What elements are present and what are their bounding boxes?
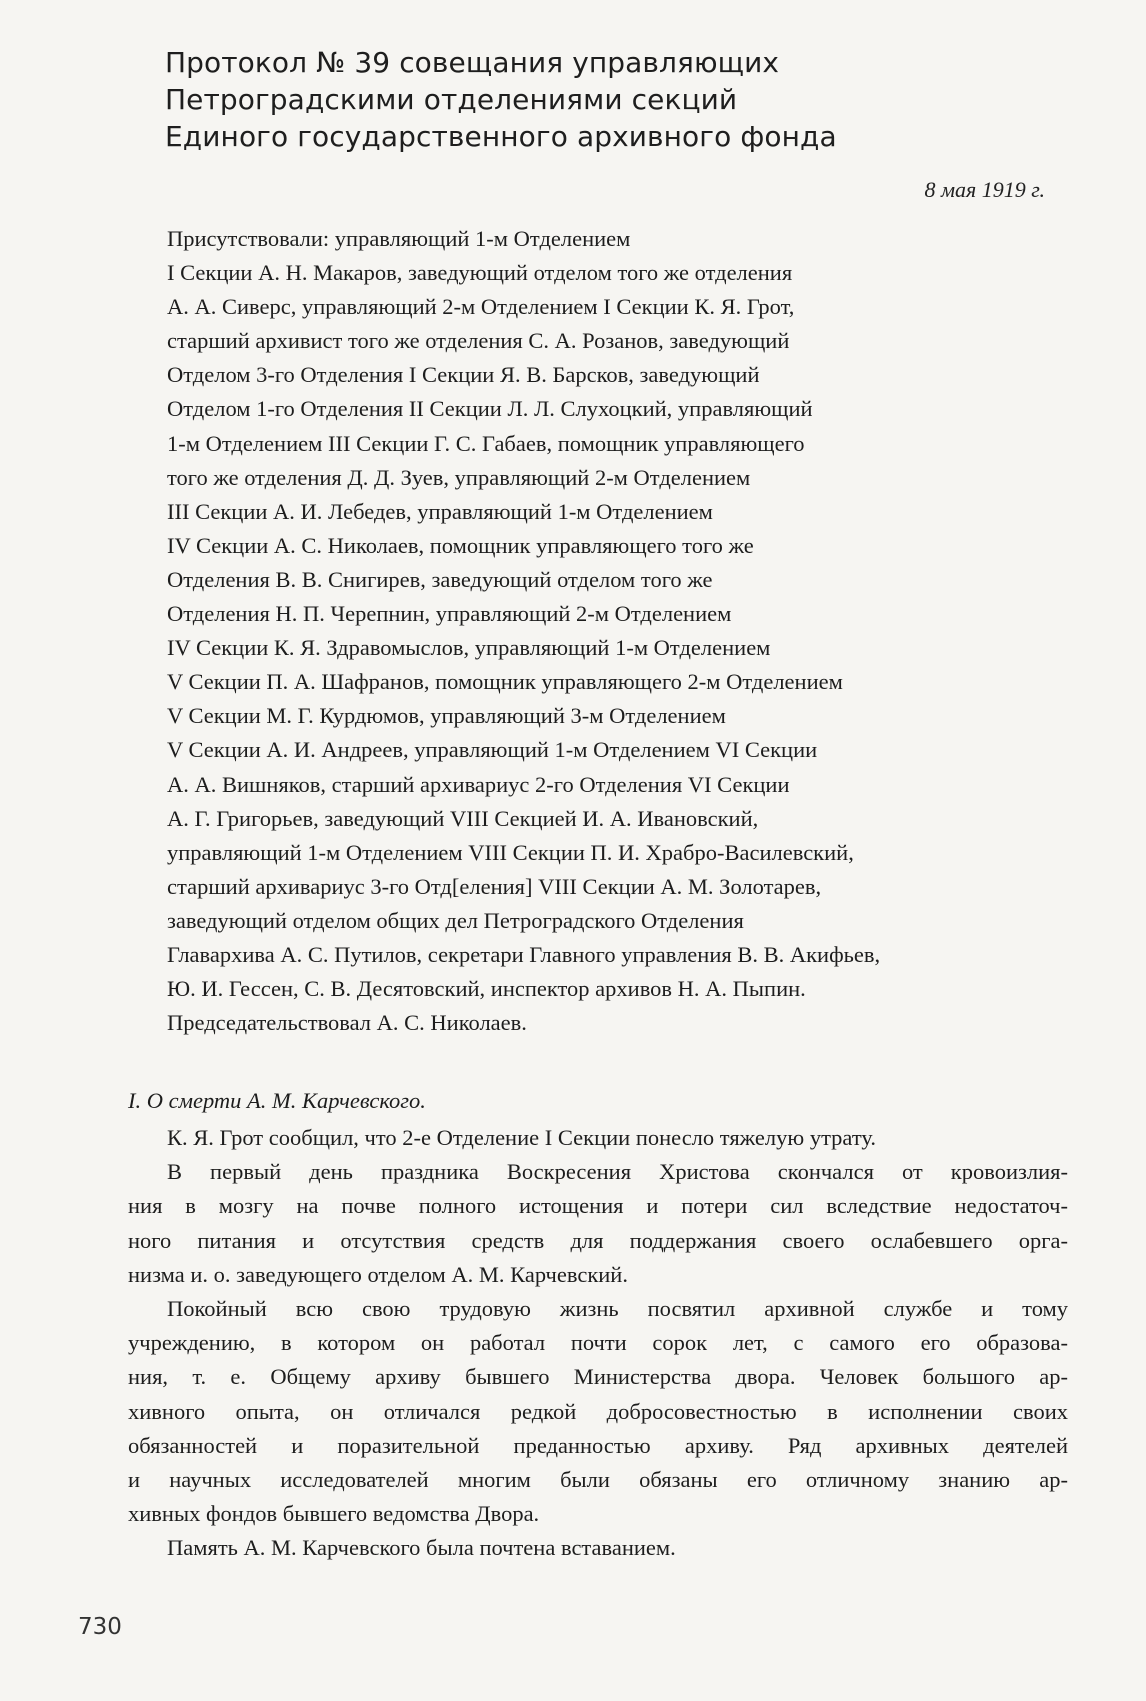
title-line: Единого государственного архивного фонда <box>165 120 837 153</box>
paragraph-line: ния в мозгу на почве полного истощения и потери сил вследствие недостаточ- <box>128 1193 1068 1219</box>
paragraph-line: ного питания и отсутствия средств для поддержания своего ослабевшего орга- <box>128 1227 1068 1253</box>
attendees-line: старший архивариус 3-го Отд[еления] VIII Секции А. М. Золотарев, <box>167 873 822 899</box>
paragraph-line: учреждению, в котором он работал почти сорок лет, с самого его образова- <box>128 1330 1068 1356</box>
attendees-line: А. Г. Григорьев, заведующий VIII Секцией И. А. Ивановский, <box>167 805 759 831</box>
attendees-list <box>167 222 1067 1040</box>
body-text <box>128 1121 1068 1566</box>
attendees-line: Ю. И. Гессен, С. В. Десятовский, инспектор архивов Н. А. Пыпин. <box>167 976 806 1002</box>
paragraph-line: обязанностей и поразительной преданностью архиву. Ряд архивных деятелей <box>128 1432 1068 1458</box>
attendees-line: А. А. Сиверс, управляющий 2-м Отделением I Секции К. Я. Грот, <box>167 294 795 320</box>
attendees-line: Главархива А. С. Путилов, секретари Главного управления В. В. Акифьев, <box>167 941 881 967</box>
attendees-line: V Секции М. Г. Курдюмов, управляющий 3-м Отделением <box>167 703 726 729</box>
paragraph-line: ния, т. е. Общему архиву бывшего Министерства двора. Человек большого ар- <box>128 1364 1068 1390</box>
paragraph-line: Память А. М. Карчевского была почтена вставанием. <box>167 1535 676 1561</box>
paragraph-line: Покойный всю свою трудовую жизнь посвятил архивной службе и тому <box>167 1296 1068 1322</box>
attendees-line: III Секции А. И. Лебедев, управляющий 1-м Отделением <box>167 498 713 524</box>
title-line: Протокол № 39 совещания управляющих <box>165 46 780 79</box>
attendees-line: Председательствовал А. С. Николаев. <box>167 1010 527 1036</box>
section-heading: I. О смерти А. М. Карчевского. <box>128 1088 426 1113</box>
page-number: 730 <box>78 1614 122 1640</box>
paragraph-line: и научных исследователей многим были обязаны его отличному знанию ар- <box>128 1467 1068 1493</box>
attendees-line: I Секции А. Н. Макаров, заведующий отделом того же отделения <box>167 260 793 286</box>
attendees-line: 1-м Отделением III Секции Г. С. Габаев, помощник управляющего <box>167 430 805 456</box>
paragraph-line: низма и. о. заведующего отделом А. М. Карчевский. <box>128 1261 628 1287</box>
paragraph-line: хивных фондов бывшего ведомства Двора. <box>128 1501 540 1527</box>
attendees-line: старший архивист того же отделения С. А. Розанов, заведующий <box>167 328 790 354</box>
attendees-line: того же отделения Д. Д. Зуев, управляющий 2-м Отделением <box>167 464 751 490</box>
attendees-line: Отделения В. В. Снигирев, заведующий отделом того же <box>167 566 713 592</box>
attendees-line: Отделения Н. П. Черепнин, управляющий 2-м Отделением <box>167 601 732 627</box>
title-line: Петроградскими отделениями секций <box>165 83 738 116</box>
document-title <box>165 44 925 155</box>
attendees-line: IV Секции А. С. Николаев, помощник управляющего того же <box>167 532 754 558</box>
attendees-line: V Секции А. И. Андреев, управляющий 1-м Отделением VI Секции <box>167 737 818 763</box>
attendees-line: V Секции П. А. Шафранов, помощник управляющего 2-м Отделением <box>167 669 843 695</box>
attendees-line: IV Секции К. Я. Здравомыслов, управляющий 1-м Отделением <box>167 635 771 661</box>
attendees-line: управляющий 1-м Отделением VIII Секции П. И. Храбро-Василевский, <box>167 839 854 865</box>
attendees-line: Отделом 1-го Отделения II Секции Л. Л. Слухоцкий, управляющий <box>167 396 813 422</box>
attendees-line: Присутствовали: управляющий 1-м Отделением <box>167 226 631 251</box>
paragraph-line: хивного опыта, он отличался редкой добросовестностью в исполнении своих <box>128 1398 1068 1424</box>
paragraph-line: К. Я. Грот сообщил, что 2-е Отделение I Секции понесло тяжелую утрату. <box>167 1125 876 1150</box>
attendees-line: А. А. Вишняков, старший архивариус 2-го Отделения VI Секции <box>167 771 790 797</box>
document-date: 8 мая 1919 г. <box>924 177 1045 202</box>
attendees-line: Отделом 3-го Отделения I Секции Я. В. Барсков, заведующий <box>167 362 760 388</box>
attendees-line: заведующий отделом общих дел Петроградского Отделения <box>167 907 744 933</box>
paragraph-line: В первый день праздника Воскресения Христова скончался от кровоизлия- <box>167 1159 1068 1185</box>
